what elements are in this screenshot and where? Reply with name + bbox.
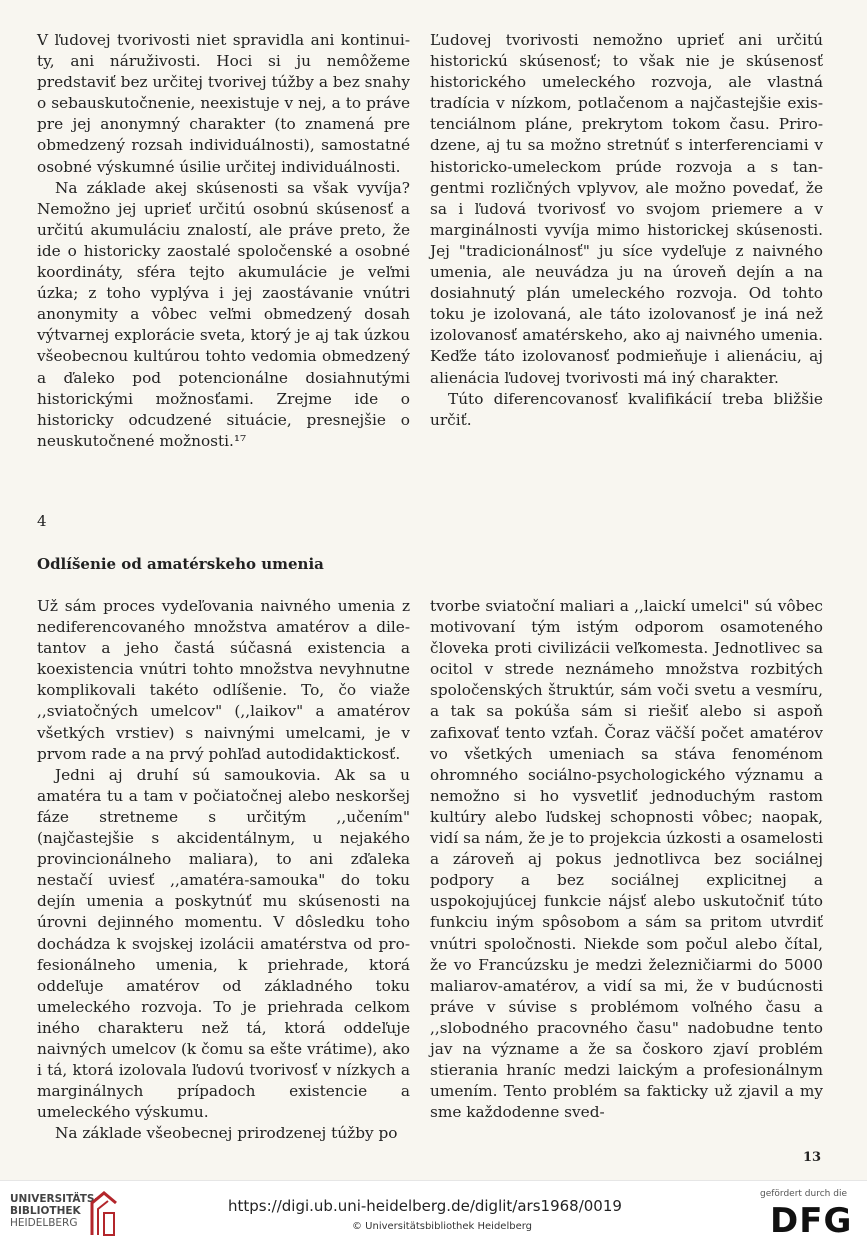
footer-bar (0, 1180, 867, 1244)
paragraph: tvorbe sviatoční maliari a ,,laickí umelci" sú vôbec motivovaní tým istým odporom osamoteného človeka proti civilizácii veľkomesta. Jednotlivec sa ocitol v strede neznámeho množstva rozbitých spoločenských štruktúr, sám voči svetu a vesmíru, a tak sa pokúša sám si riešiť alebo si aspoň zafixovať tento vzťah. Čoraz väčší počet amatérov vo všetkých umeniach sa stáva fenoménom ohromného sociálno-psychologického významu a nemožno si ho vysvetliť jednoduchým rastom kultúry alebo ľudskej schopnosti vôbec; naopak, vidí sa nám, že je to projekcia úzkosti a osamelosti a zároveň aj pokus jednotlivca bez sociálnej podpory a bez sociálnej explicitnej a uspokojujúcej funkcie nájsť alebo uskutočniť túto funkciu iným spôsobom a sám sa pritom utvrdiť vnútri spoločnosti. Niekde som počul alebo čítal, že vo Francúzsku je medzi železničiarmi do 5000 maliarov-amatérov, a vidí sa mi, že v budúcnosti práve v súvise s problémom voľného času a ,,slobodného pracovného času" nadobudne tento jav na význame a že sa čoskoro zjaví problém stierania hraníc medzi laickým a profesionálnym umením. Tento problém sa fakticky už zjavil a my sme každodenne sved- (430, 597, 823, 1122)
uni-line-2: BIBLIOTHEK (10, 1205, 81, 1217)
paragraph: Túto diferencovanosť kvalifikácií treba bližšie určiť. (430, 389, 823, 429)
copyright-text: © Universitätsbibliothek Heidelberg (352, 1221, 533, 1232)
university-logo-icon (88, 1189, 120, 1237)
section-title: Odlíšenie od amatérskeho umenia (37, 555, 324, 573)
paragraph: V ľudovej tvorivosti niet spravidla ani kontinuity, ani náruživosti. Hoci si ju nemôžeme predstaviť bez určitej tvorivej túžby a bez snahy o sebauskutočnenie, neexistuje v nej, a to práve pre jej anonymný charakter (to znamená pre obmedzený rozsah individuálnosti), samostatné osobné výskumné úsilie určitej individuálnosti. (37, 31, 410, 176)
uni-line-1: UNIVERSITÄTS- (10, 1193, 99, 1205)
right-column-bottom (430, 596, 823, 1123)
right-column-top (430, 30, 823, 431)
page-number: 13 (803, 1150, 822, 1165)
left-column-top (37, 30, 410, 452)
section-number: 4 (37, 512, 47, 530)
dfg-logo: DFG (770, 1201, 853, 1241)
paragraph: Ľudovej tvorivosti nemožno uprieť ani určitú historickú skúsenosť; to však nie je skúsenosť historického umeleckého rozvoja, ale vlastná tradícia v nízkom, potlačenom a najčastejšie existenciálnom pláne, prekrytom tokom času. Prirodzene, aj tu sa možno stretnúť s interferenciami v historicko-umeleckom prúde rozvoja a s tangentmi rozličných vplyvov, ale možno povedať, že sa i ľudová tvorivosť vo svojom priemere a v marginálnosti vyvíja mimo historickej skúsenosti. Jej "tradicionálnosť" ju síce vydeľuje z naivného umenia, ale neuvádza ju na úroveň dejín a na dosiahnutý plán umeleckého rozvoja. Od tohto toku je izolovaná, ale táto izolovanosť je iná než izolovanosť amatérskeho, ako aj naivného umenia. Keďže táto izolovanosť podmieňuje i alienáciu, aj alienácia ľudovej tvorivosti má iný charakter. (430, 31, 823, 387)
university-library-name (10, 1193, 99, 1229)
paragraph: Už sám proces vydeľovania naivného umenia z nediferencovaného množstva amatérov a diletantov a jeho častá súčasná existencia a koexistencia vnútri tohto množstva nevyhnutne komplikovali takéto odlíšenie. To, čo viaže ,,sviatočných umelcov" (,,laikov" a amatérov všetkých vrstiev) s naivnými umelcami, je v prvom rade a na prvý pohľad autodidaktickosť. (37, 597, 410, 763)
left-column-bottom (37, 596, 410, 1144)
funding-note: gefördert durch die (760, 1189, 847, 1199)
paragraph: Jedni aj druhí sú samoukovia. Ak sa u amatéra tu a tam v počiatočnej alebo neskoršej fáze stretneme s určitým ,,učením" (najčastejšie s akcidentálnym, u nejakého provincionálneho maliara), to ani zďaleka nestačí uviesť ,,amatéra-samouka" do toku dejín umenia a poskytnúť mu skúsenosti na úrovni dejinného momentu. V dôsledku toho dochádza k svojskej izolácii amatérstva od profesionálneho umenia, k priehrade, ktorá oddeľuje amatérov od základného toku umeleckého rozvoja. To je priehrada celkom iného charakteru než tá, ktorá oddeľuje naivných umelcov (k čomu sa ešte vrátime), ako i tá, ktorá izolovala ľudovú tvorivosť v nízkych a marginálnych prípadoch existencie a umeleckého výskumu. (37, 765, 410, 1122)
paragraph: Na základe všeobecnej prirodzenej túžby po (55, 1124, 398, 1143)
permalink-url[interactable]: https://digi.ub.uni-heidelberg.de/diglit/ars1968/0019 (228, 1197, 622, 1215)
paragraph: Na základe akej skúsenosti sa však vyvíja? Nemožno jej uprieť určitú osobnú skúsenosť a určitú akumuláciu znalostí, ale práve preto, že ide o historicky zaostalé spoločenské a osobné koordináty, sféra tejto akumulácie je veľmi úzka; z toho vyplýva i jej zaostávanie vnútri anonymity a vôbec veľmi obmedzený dosah výtvarnej explorácie sveta, ktorý je aj tak úzkou všeobecnou kultúrou tohto vedomia obmedzený a ďaleko pod potencionálne dosiahnutými historickými možnosťami. Zrejme ide o historicky odcudzené situácie, presnejšie o neuskutočnené možnosti.¹⁷ (37, 178, 410, 450)
uni-line-3: HEIDELBERG (10, 1217, 78, 1229)
